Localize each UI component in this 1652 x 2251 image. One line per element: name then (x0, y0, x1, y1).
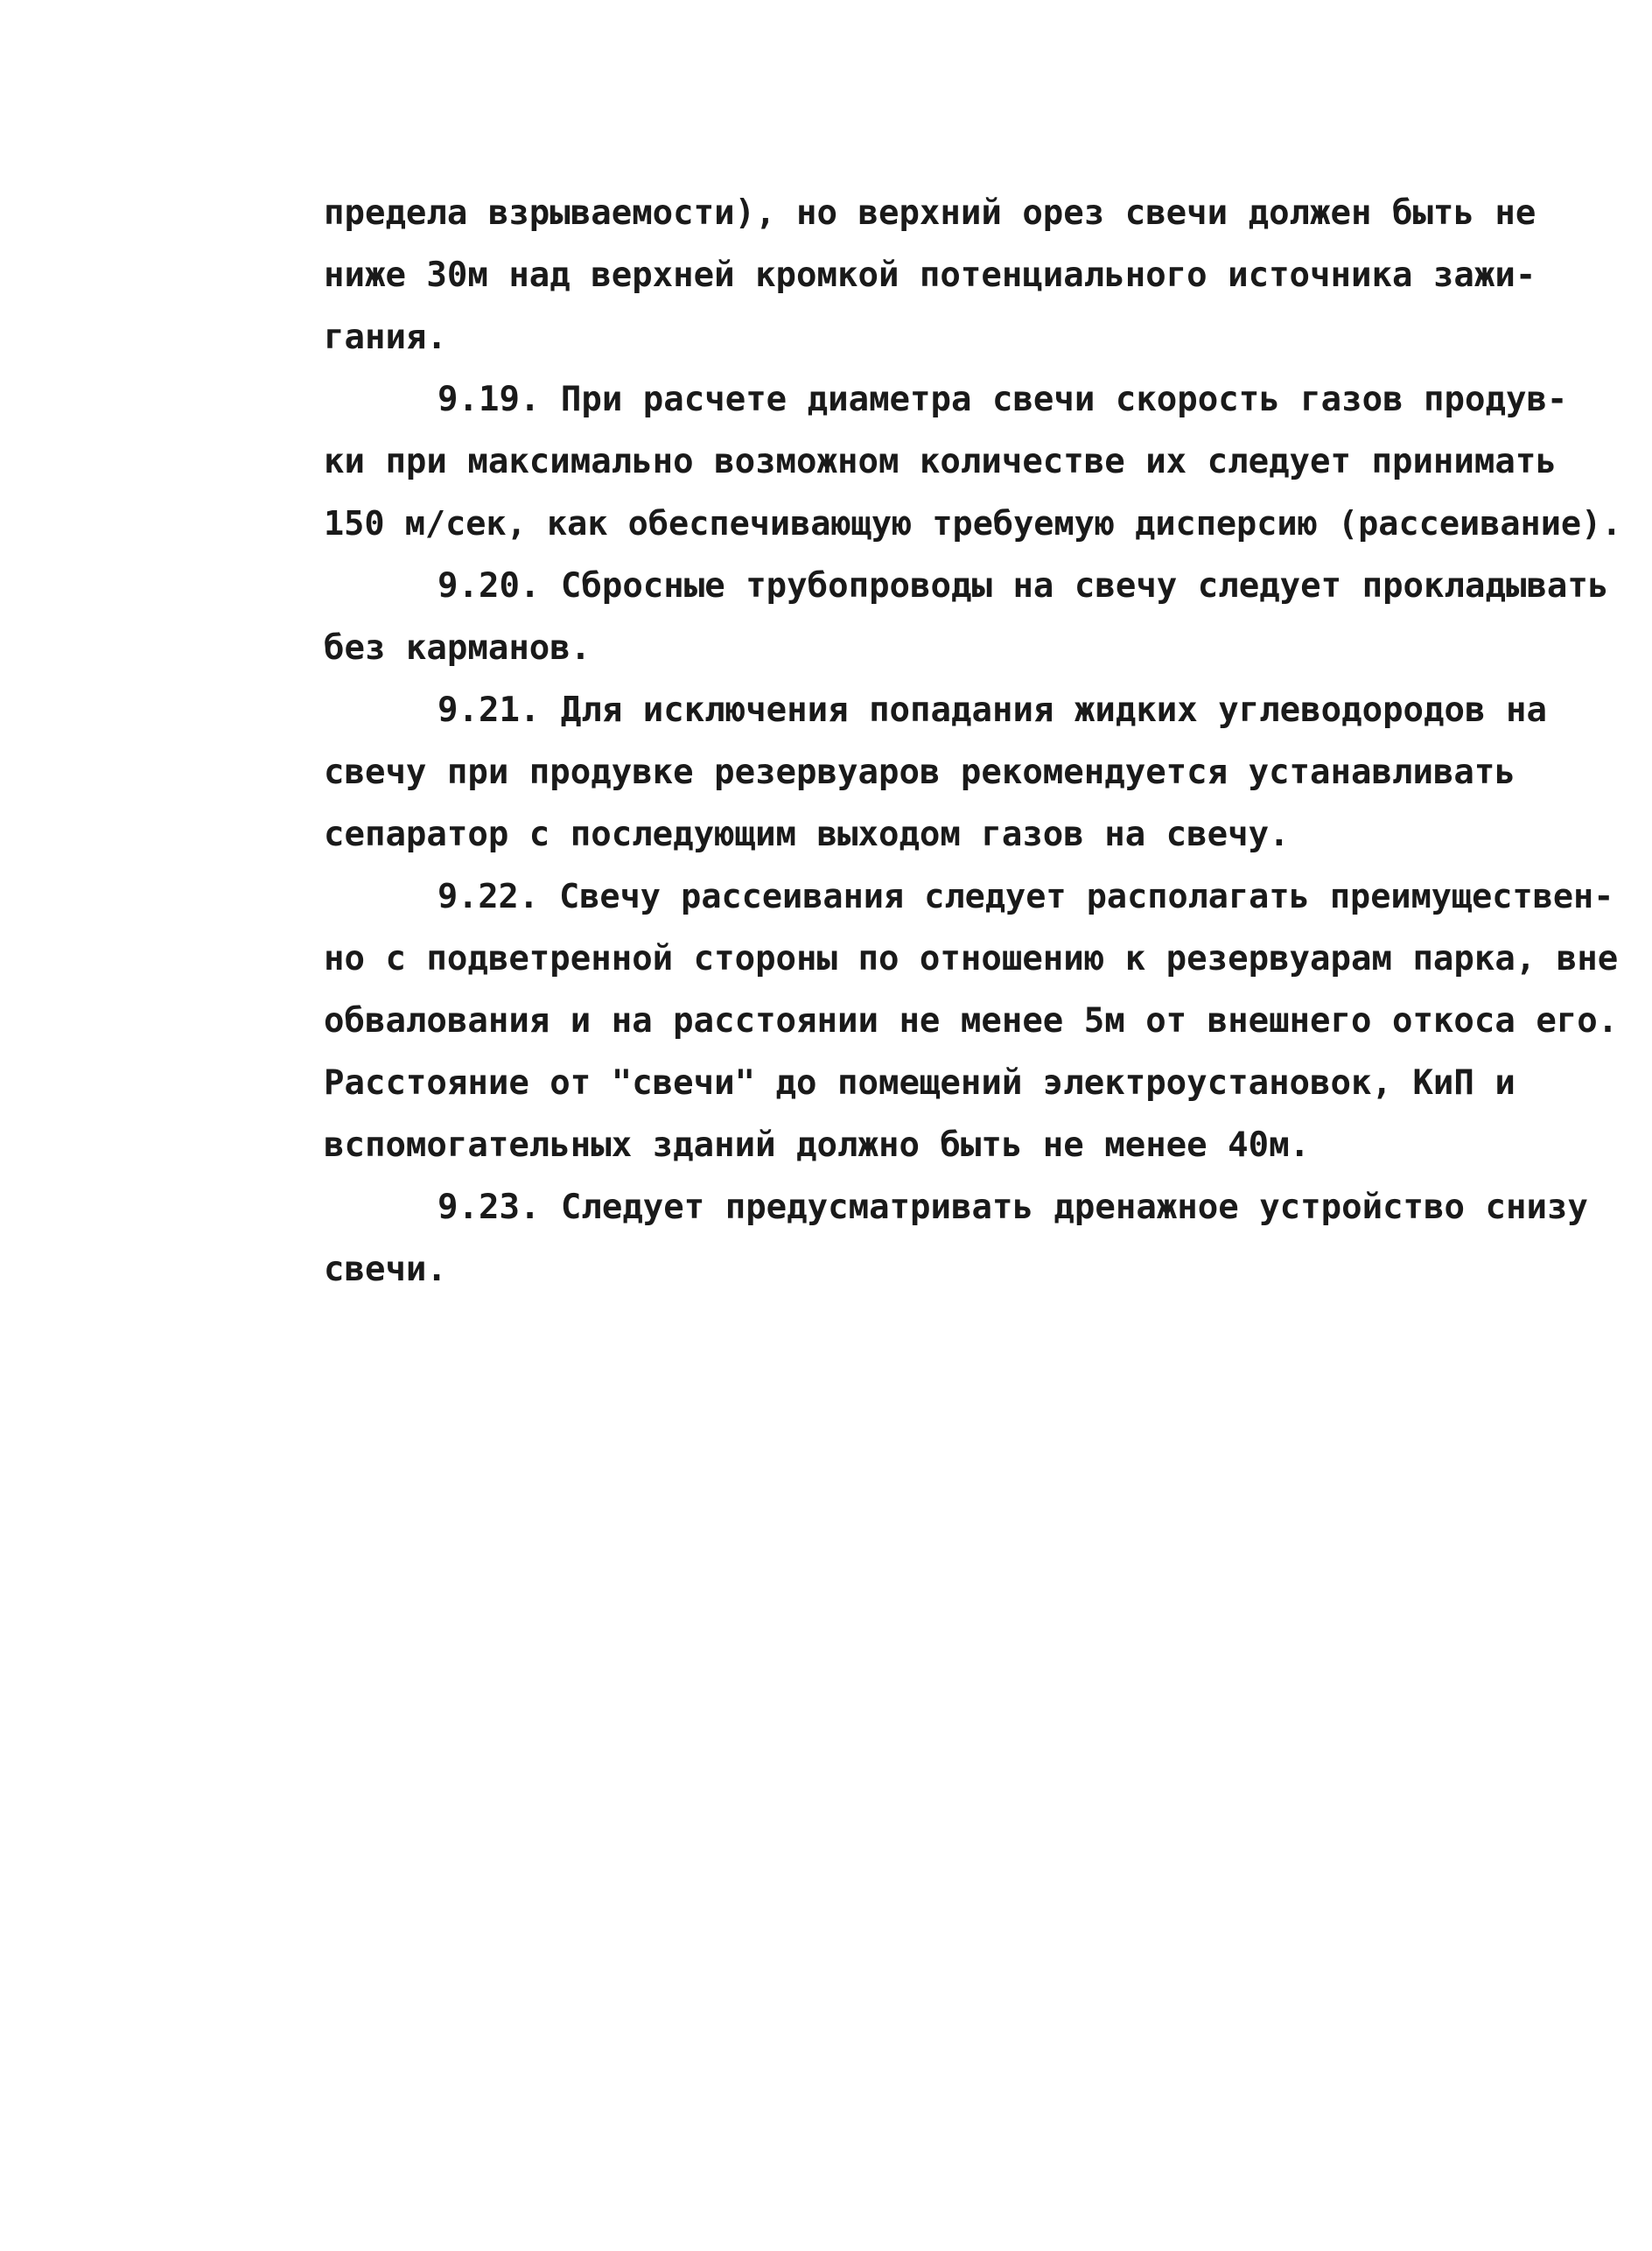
text-line: предела взрываемости), но верхний орез свечи должен быть не (324, 193, 1536, 233)
section-9-22-line: 9.22. Свечу рассеивания следует располагать преимуществен- (438, 877, 1614, 916)
text-line: вспомогательных зданий должно быть не менее 40м. (324, 1126, 1311, 1165)
section-9-23-line: 9.23. Следует предусматривать дренажное устройство снизу (438, 1188, 1588, 1227)
text-line: Расстояние от "свечи" до помещений электроустановок, КиП и (324, 1063, 1516, 1103)
text-line: ниже 30м над верхней кромкой потенциального источника зажи- (324, 256, 1536, 295)
text-line: сепаратор с последующим выходом газов на свечу. (324, 815, 1290, 854)
section-9-20-line: 9.20. Сбросные трубопроводы на свечу следует прокладывать (438, 566, 1609, 606)
document-body (324, 182, 1622, 1301)
text-line: свечу при продувке резервуаров рекомендуется устанавливать (324, 753, 1516, 792)
text-line: свечи. (324, 1250, 447, 1289)
text-line: 150 м/сек, как обеспечивающую требуемую дисперсию (рассеивание). (324, 504, 1622, 543)
text-line: ки при максимально возможном количестве их следует принимать (324, 442, 1557, 481)
text-line: но с подветренной стороны по отношению к резервуарам парка, вне (324, 939, 1619, 978)
section-9-21-line: 9.21. Для исключения попадания жидких углеводородов на (438, 691, 1547, 730)
section-9-19-line: 9.19. При расчете диаметра свечи скорость газов продув- (438, 380, 1568, 419)
text-line: обвалования и на расстоянии не менее 5м от внешнего откоса его. (324, 1001, 1619, 1041)
text-line: без карманов. (324, 628, 592, 668)
text-line: гания. (324, 318, 447, 357)
